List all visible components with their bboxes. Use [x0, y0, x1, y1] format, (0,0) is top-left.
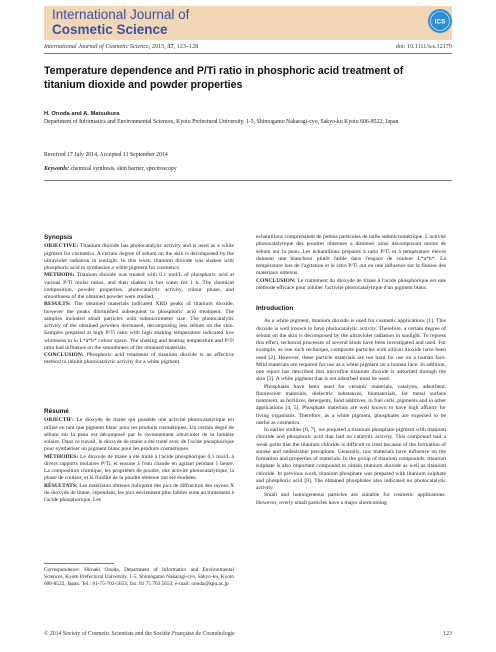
introduction-heading: Introduction [256, 305, 294, 312]
citation-year: , 2015, [148, 43, 168, 50]
results-text: The obtained materials indicated XRD peaks of titanium dioxide, however the peaks diminished subsequent to phosphoric acid treatment. The samples included small particles with submicrometer size. The photocatalytic activity of the obtained powders decreased, decomposing less sebum on the skin. Samples prepared at high P/Ti ratio with high shaking temperature indicated low whiteness in in L*a*b* colour space. The shaking and heating temperature and P/Ti ratio had influence on the smoothness of the obtained materials. [44, 301, 234, 351]
header-rule [44, 53, 452, 54]
methodes-text: Le dioxyde de titane a été traité à l'acide phosphorique 0,1 mol/L à divers rapports molaires P/Ti, et ensuite à l'eau chaude en agitant pendant 1 heure. La composition chimique, les propriétés de poudre, une activité photocatalytique, la phase de couleur, et la fluidité de la poudre obtenue ont été étudiées. [44, 453, 234, 482]
resume-resultats [44, 483, 234, 505]
introduction-section [256, 305, 446, 507]
synopsis-objective [44, 243, 234, 272]
keywords-list: chemical synthesis, skin barrier, spectroscopy [69, 166, 177, 172]
keywords [44, 166, 177, 172]
conclusion-text: Phosphoric acid treatment of titanium dioxide is an effective method to inhibit photocatalytic activity for a white pigment. [44, 352, 234, 366]
affiliation: Department of Informatics and Environmental Sciences, Kyoto Prefectural University, 1-5, Shimogamo Nakaragi-cyo, Sakyo-ku Kyoto 606-8522, Japan [44, 119, 399, 125]
intro-paragraph-3: In earlier studies [6, 7], we prepared a titanium phosphate pigment with titanium chloride and phosphoric acid that had no catalytic activity. This compound had a weak point that the titanium chloride is difficult to treat because of the formation of smoke and undesirable precipitate. Generally, raw materials have influence on the formation and properties of materials. In the group of titanium compounds, titanium sulphate is also important compound to obtain titanium dioxide as well as titanium chloride. In previous work, titanium phosphate was prepared with titanium sulphate and phosphoric acid [8]. The obtained phosphates also indicated no photocatalytic activity. [256, 427, 446, 491]
received-dates: Received 17 July 2014, Accepted 11 September 2014 [44, 152, 168, 158]
methods-text: Titanium dioxide was treated with 0.1 mol/L of phosphoric acid at various P/Ti molar ratios, and then shaken in hot water for 1 h. The chemical composition, powder properties, photocatalytic activity, colour phase, and smoothness of the obtained powder were studied. [44, 272, 234, 300]
resume-continued-text: échantillons comprenaient de petites particules de taille submicrométrique. L'activité photocatalytique des poudres obtenues a diminué, ainsi décomposant moins de sébum sur la peau. Les échantillons préparés à ratio P/Ti et à température élevés donnent une blancheur plutôt faible dans l'espace de couleur L*a*b*. La température lors de l'agitation et le ratio P/Ti ont eu une influence sur la finesse des matériaux obtenus. [256, 234, 446, 277]
results-label: RESULTS: [44, 301, 71, 308]
synopsis-methods [44, 272, 234, 301]
correspondence-rule [44, 563, 114, 564]
resume-section [44, 408, 234, 504]
resume-conclusion [256, 278, 446, 293]
synopsis-section [44, 234, 234, 367]
correspondence-text: Correspondence: Hiroaki Onoda, Department of Informatics and Environmental Sciences, Kyoto Prefectural University, 1-5, Shimogamo Nakaragi-cyo, Sakyo-ku, Kyoto 606-8522, Japan. Tel.: 81-75-703-5653; fax: 81 75 703 5653; e-mail: onoda@kpu.ac.jp [44, 567, 234, 587]
objective-text: Titanium dioxide has photocatalytic activity and is used as a white pigment for cosmetics. A certain degree of sebum on the skin is decomposed by the ultraviolet radiation in sunlight. In this work, titanium dioxide was shaken with phosphoric acid to synthesize a white pigment for cosmetics. [44, 243, 234, 271]
objectif-label: OBJECTIF: [44, 417, 74, 424]
methods-label: METHODS: [44, 272, 75, 279]
resume-methodes [44, 454, 234, 483]
resume-conclusion-text: Le traitement du dioxyde de titane à l'acide phosphorique est une méthode efficace pour inhiber l'activité photocatalytique d'un pigment blanc. [256, 277, 446, 291]
copyright-footer: © 2014 Society of Cosmetic Scientists and the Société Française de Cosmétologie [44, 631, 235, 637]
synopsis-heading: Synopsis [44, 234, 73, 241]
abstract-rule [44, 180, 452, 181]
page-number: 123 [443, 631, 452, 637]
article-title: Temperature dependence and P/Ti ratio in phosphoric acid treatment of titanium dioxide and powder properties [44, 65, 404, 91]
citation-volume: 37 [167, 43, 174, 50]
conclusion-label: CONCLUSION: [44, 352, 84, 358]
citation-line [44, 43, 198, 50]
resume-continued [256, 234, 446, 292]
journal-name [52, 7, 189, 37]
authors: H. Onoda and A. Matsukura [44, 111, 120, 117]
resultats-label: RÉSULTATS: [44, 482, 78, 489]
synopsis-conclusion [44, 352, 234, 367]
keywords-label: Keywords: [44, 166, 70, 172]
logo-text: ICS [434, 18, 446, 26]
journal-name-line1: International Journal of [52, 7, 190, 22]
intro-paragraph-2: Phosphates have been used for ceramic materials, catalysts, adsorbent, fluorescent materials, dielectric substances, biomaterials, for metal surface treatment, as fertilizer, detergents, food additives, in fuel cells, pigments and in other applications [4, 5]. Phosphate materials are well known to have high affinity for living organisms. Therefore, as a white pigment, phosphates are expected to be useful as cosmetics. [256, 383, 446, 426]
resume-objectif [44, 417, 234, 453]
citation-pages: , 123–128 [173, 43, 199, 50]
intro-paragraph-1: As a white pigment, titanium dioxide is used for cosmetic applications [1]. This dioxide is well known to have photocatalytic activity. Therefore, a certain degree of sebum on the skin is decomposed by the ultraviolet radiation in sunlight. To repress this effect, technical processes of several kinds have been investigated and used. For example, as one such technique, composite particles with silicon dioxide have been used [2]. However, these particle materials are too hard for use on a human face. Mild materials are required for use as a white pigment on a human face. In addition, one report has described that microfine titanium dioxide is adsorbed through the skin [3]. A white pigment that is not adsorbed must be used. [256, 318, 446, 383]
resultats-text: Les matériaux obtenus indiquent des pics de diffraction des rayons X du dioxyde de titane, cependant, les pics deviennent plus faibles suite au traitement à l'acide phosphorique. Les [44, 482, 234, 503]
objectif-text: Le dioxyde de titane qui possède une activité photocatalytique est utilisé en tant que pigment blanc pour les produits cosmétiques. Un certain degré de sébum sur la peau est décomposé par le rayonnement ultraviolet de la lumière solaire. Dans ce travail, le dioxyde de titane a été traité avec de l'acide phosphorique pour synthétiser un pigment blanc pour les produits cosmétiques. [44, 417, 234, 453]
journal-name-line2: Cosmetic Science [52, 22, 168, 37]
resume-conclusion-label: CONCLUSION: [256, 277, 296, 284]
resume-heading: Résumé [44, 408, 69, 415]
ics-logo-icon [427, 8, 453, 34]
intro-paragraph-4: Small and homogeneous particles are suitable for cosmetic applications. However, overly small particles have a major shortcoming [256, 492, 446, 506]
citation-journal: International Journal of Cosmetic Science [44, 43, 149, 50]
objective-label: OBJECTIVE: [44, 243, 79, 250]
synopsis-results [44, 301, 234, 352]
doi[interactable]: doi: 10.1111/ics.12179 [395, 43, 452, 50]
methodes-label: MÉTHODES: [44, 453, 79, 460]
correspondence [44, 567, 234, 588]
